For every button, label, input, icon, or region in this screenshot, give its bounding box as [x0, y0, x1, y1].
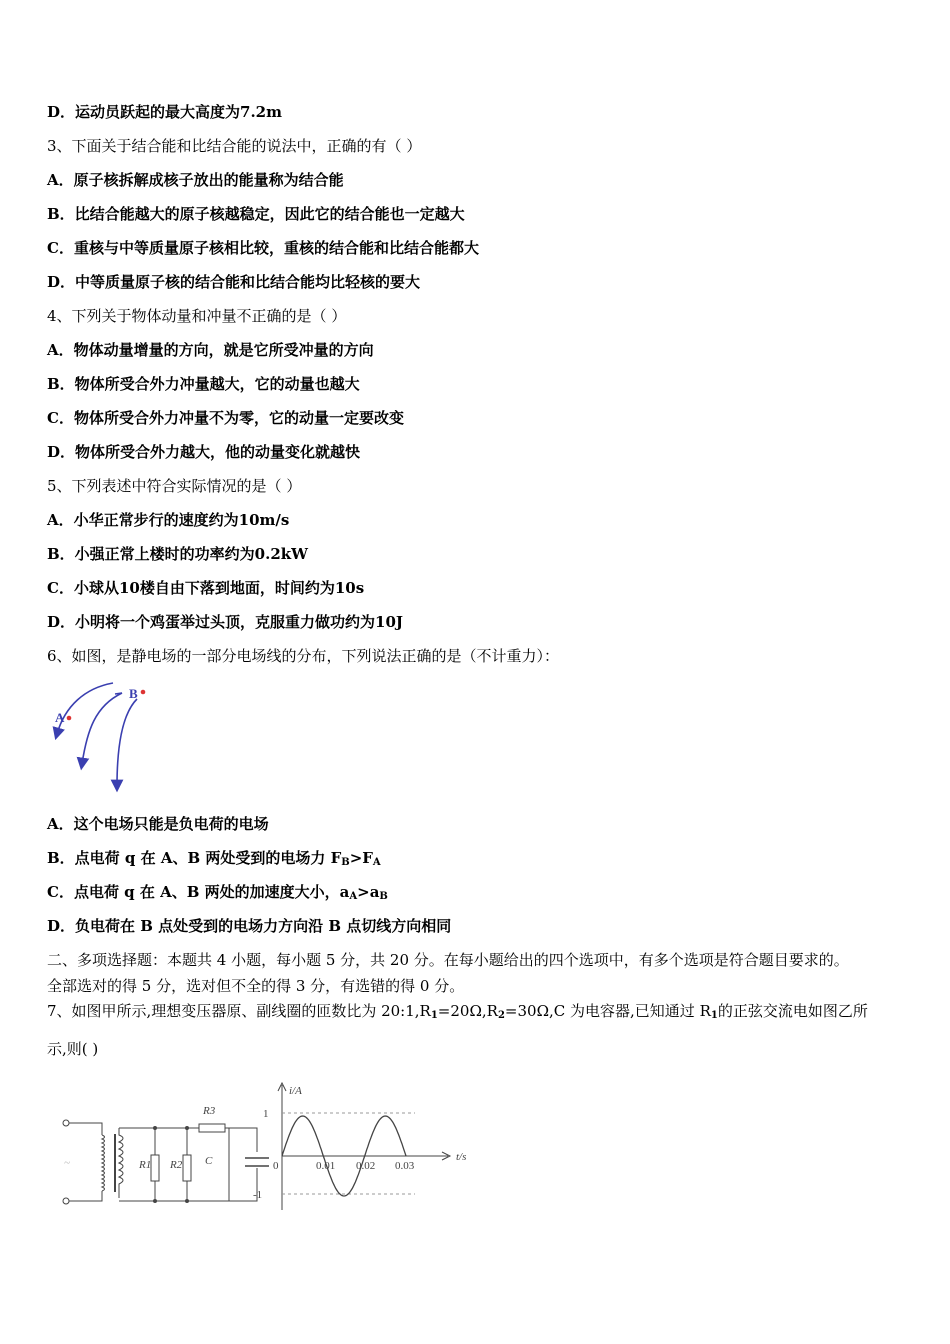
label-c: C — [205, 1155, 213, 1167]
q3-stem: 3、下面关于结合能和比结合能的说法中，正确的有（ ） — [47, 137, 422, 155]
electric-field-figure — [45, 676, 195, 796]
label-r1: R1 — [139, 1159, 152, 1171]
q6-option-a: A．这个电场只能是负电荷的电场 — [47, 815, 269, 833]
q2-option-d: D．运动员跃起的最大高度为7.2m — [47, 103, 282, 121]
field-line — [82, 693, 122, 764]
q3-option-c: C．重核与中等质量原子核相比较，重核的结合能和比结合能都大 — [47, 239, 479, 257]
q6-option-c: C．点电荷 q 在 A、B 两处的加速度大小，aA>aB — [47, 883, 388, 902]
q4-option-d: D．物体所受合外力越大，他的动量变化就越快 — [47, 443, 361, 461]
field-line — [117, 699, 137, 786]
field-line — [57, 683, 113, 734]
label-r3: R3 — [203, 1105, 216, 1117]
x-tick: 0.01 — [316, 1160, 336, 1172]
q5-option-c: C．小球从10楼自由下落到地面，时间约为10s — [47, 579, 365, 597]
q4-option-b: B．物体所受合外力冲量越大，它的动量也越大 — [47, 375, 360, 393]
section2-heading: 二、多项选择题：本题共 4 小题，每小题 5 分，共 20 分。在每小题给出的四个选项中，有多个选项是符合题目要求的。 — [47, 951, 849, 969]
point-b — [141, 690, 146, 695]
q7-figure — [55, 1080, 475, 1215]
q5-option-b: B．小强正常上楼时的功率约为0.2kW — [47, 545, 309, 563]
q6-option-b: B．点电荷 q 在 A、B 两处受到的电场力 FB>FA — [47, 849, 381, 868]
point-a — [67, 716, 72, 721]
q3-option-d: D．中等质量原子核的结合能和比结合能均比轻核的要大 — [47, 273, 421, 291]
x-axis-label: t/s — [456, 1151, 467, 1163]
q5-option-a: A．小华正常步行的速度约为10m/s — [47, 511, 290, 529]
q6-stem: 6、如图，是静电场的一部分电场线的分布，下列说法正确的是（不计重力）： — [47, 647, 560, 665]
q4-option-a: A．物体动量增量的方向，就是它所受冲量的方向 — [47, 341, 374, 359]
q4-option-c: C．物体所受合外力冲量不为零，它的动量一定要改变 — [47, 409, 404, 427]
y-tick: -1 — [253, 1189, 263, 1201]
current-graph — [253, 1083, 466, 1210]
label-b: B — [129, 686, 138, 701]
q5-stem: 5、下列表述中符合实际情况的是（ ） — [47, 477, 302, 495]
q7-stem-cont: 示,则( ) — [47, 1040, 99, 1058]
y-tick: 1 — [263, 1108, 269, 1120]
ac-source-symbol: ~ — [64, 1157, 70, 1169]
label-r2: R2 — [170, 1159, 183, 1171]
x-tick: 0 — [273, 1160, 279, 1172]
q3-option-b: B．比结合能越大的原子核越稳定，因此它的结合能也一定越大 — [47, 205, 465, 223]
y-axis-label: i/A — [289, 1085, 302, 1097]
q7-stem: 7、如图甲所示,理想变压器原、副线圈的匝数比为 20:1,R1=20Ω,R2=30Ω,C 为电容器,已知通过 R1的正弦交流电如图乙所 — [47, 1002, 868, 1021]
transformer-circuit — [63, 1120, 269, 1204]
q6-option-d: D．负电荷在 B 点处受到的电场力方向沿 B 点切线方向相同 — [47, 917, 452, 935]
x-tick: 0.03 — [395, 1160, 415, 1172]
q4-stem: 4、下列关于物体动量和冲量不正确的是（ ） — [47, 307, 347, 325]
label-a: A — [55, 710, 65, 725]
q5-option-d: D．小明将一个鸡蛋举过头顶，克服重力做功约为10J — [47, 613, 403, 631]
section2-scoring: 全部选对的得 5 分，选对但不全的得 3 分，有选错的得 0 分。 — [47, 977, 465, 995]
q3-option-a: A．原子核拆解成核子放出的能量称为结合能 — [47, 171, 344, 189]
x-tick: 0.02 — [356, 1160, 376, 1172]
